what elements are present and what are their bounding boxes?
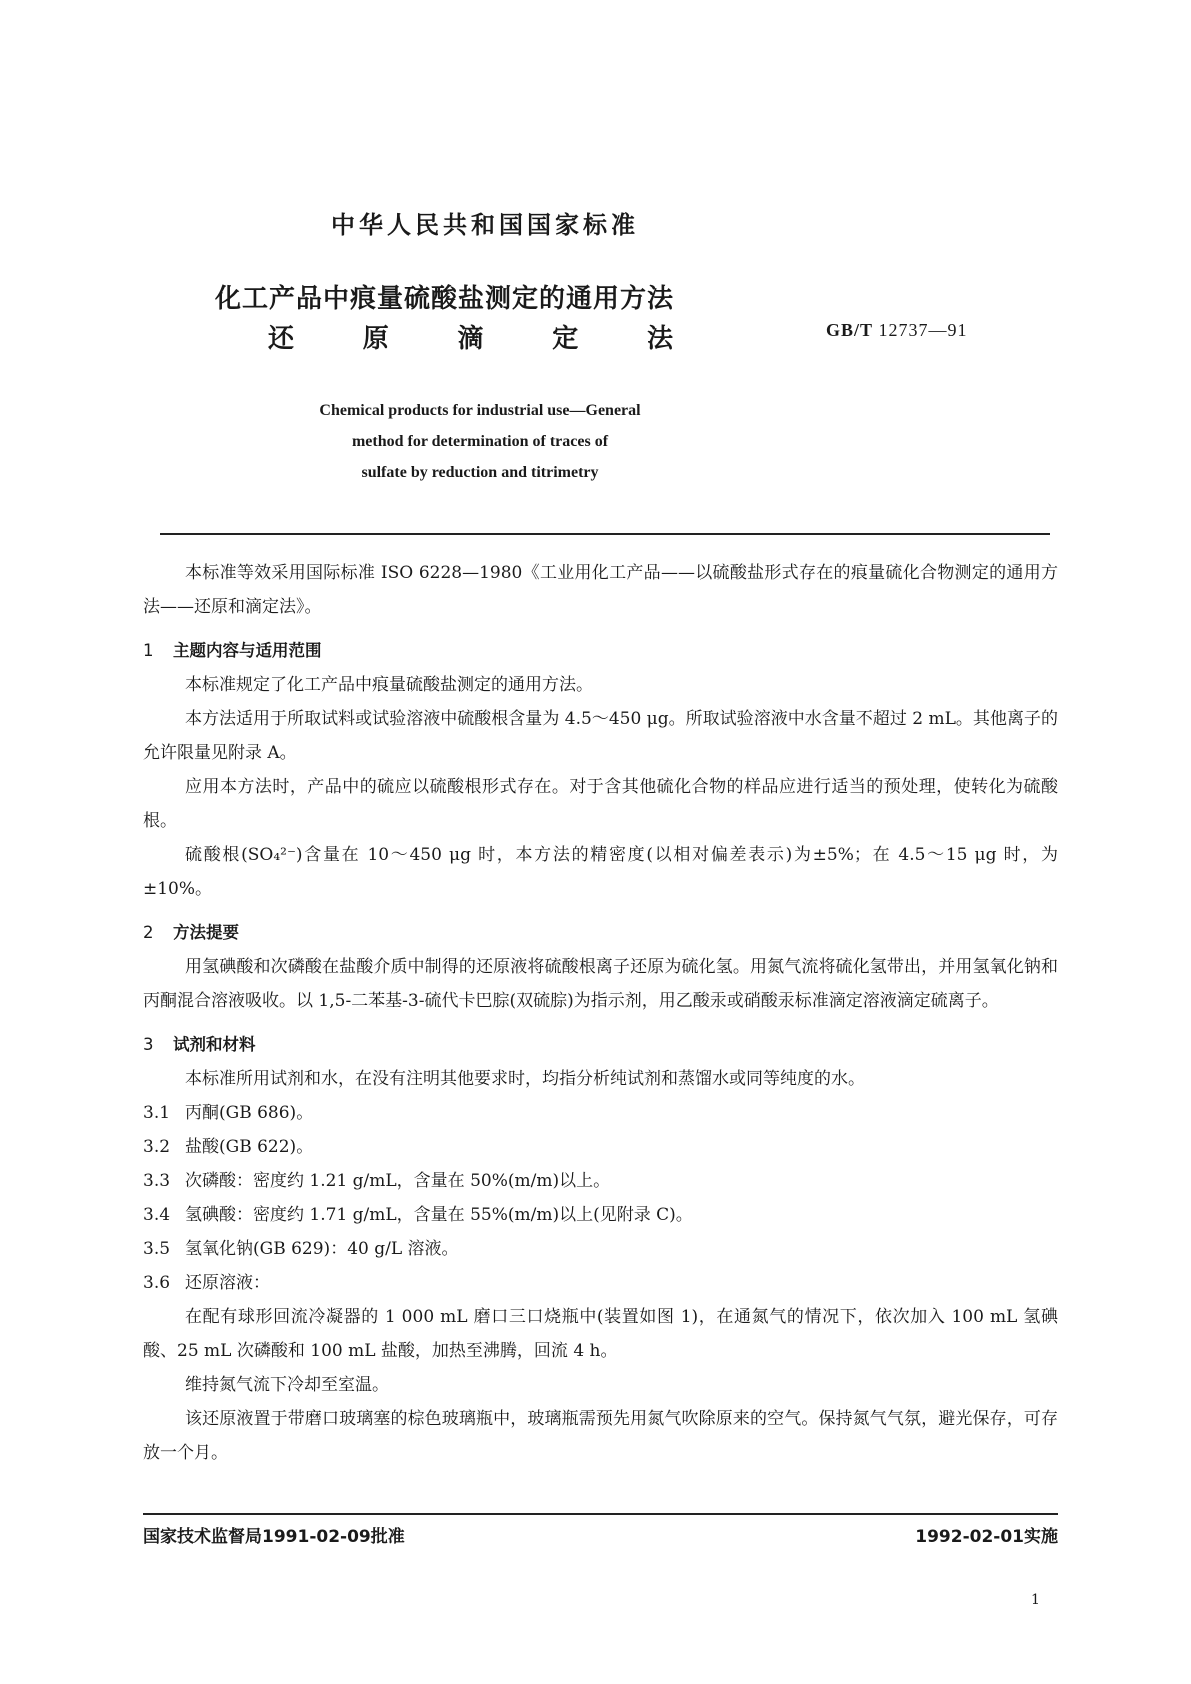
list-item — [143, 1232, 1058, 1266]
list-item — [143, 1096, 1058, 1130]
item-text: 丙酮(GB 686)。 — [185, 1103, 314, 1123]
section-number: 3 — [143, 1035, 154, 1054]
item-number: 3.3 — [143, 1171, 171, 1191]
title-cn: 化工产品中痕量硫酸盐测定的通用方法 — [215, 284, 675, 314]
title-en-line: method for determination of traces of — [351, 433, 609, 450]
item-number: 3.6 — [143, 1273, 171, 1293]
list-item — [143, 1164, 1058, 1198]
section-title: 主题内容与适用范围 — [173, 641, 322, 660]
section-number: 1 — [143, 641, 154, 660]
paragraph: 本标准规定了化工产品中痕量硫酸盐测定的通用方法。 — [185, 675, 593, 695]
subtitle-char: 还 — [268, 324, 295, 354]
item-text: 还原溶液： — [185, 1273, 270, 1293]
footer-divider — [143, 1513, 1058, 1515]
subtitle-cn — [268, 318, 673, 355]
paragraph: 硫酸根(SO₄²⁻)含量在 10～450 μg 时，本方法的精密度(以相对偏差表示)为±5%；在 4.5～15 μg 时，为±10%。 — [143, 845, 1058, 899]
section-title: 方法提要 — [173, 923, 239, 942]
section-title: 试剂和材料 — [173, 1035, 256, 1054]
intro-paragraph: 本标准等效采用国际标准 ISO 6228—1980《工业用化工产品——以硫酸盐形式存在的痕量硫化合物测定的通用方法——还原和滴定法》。 — [143, 563, 1058, 617]
section-heading — [143, 634, 1058, 668]
paragraph: 在配有球形回流冷凝器的 1 000 mL 磨口三口烧瓶中(装置如图 1)，在通氮气的情况下，依次加入 100 mL 氢碘酸、25 mL 次磷酸和 100 mL 盐酸，加热至沸腾，回流 4 h。 — [143, 1307, 1058, 1361]
subtitle-char: 法 — [646, 324, 673, 354]
title-en-line: sulfate by reduction and titrimetry — [361, 464, 599, 481]
item-text: 盐酸(GB 622)。 — [185, 1137, 314, 1157]
item-number: 3.2 — [143, 1137, 171, 1157]
standard-code — [826, 320, 968, 341]
section-heading — [143, 916, 1058, 950]
list-item — [143, 1266, 1058, 1300]
paragraph: 维持氮气流下冷却至室温。 — [185, 1375, 389, 1395]
list-item — [143, 1198, 1058, 1232]
item-text: 次磷酸：密度约 1.21 g/mL，含量在 50%(m/m)以上。 — [185, 1171, 611, 1191]
subtitle-char: 定 — [552, 324, 579, 354]
item-number: 3.5 — [143, 1239, 171, 1259]
page-number: 1 — [1031, 1592, 1040, 1608]
paragraph: 该还原液置于带磨口玻璃塞的棕色玻璃瓶中，玻璃瓶需预先用氮气吹除原来的空气。保持氮气气氛，避光保存，可存放一个月。 — [143, 1409, 1058, 1463]
subtitle-char: 滴 — [457, 324, 484, 354]
section-heading — [143, 1028, 1058, 1062]
header-divider — [160, 533, 1050, 535]
title-en — [230, 395, 730, 488]
item-number: 3.4 — [143, 1205, 171, 1225]
item-text: 氢碘酸：密度约 1.71 g/mL，含量在 55%(m/m)以上(见附录 C)。 — [185, 1205, 693, 1225]
list-item — [143, 1130, 1058, 1164]
section-number: 2 — [143, 923, 154, 942]
paragraph: 本方法适用于所取试料或试验溶液中硫酸根含量为 4.5～450 μg。所取试验溶液中水含量不超过 2 mL。其他离子的允许限量见附录 A。 — [143, 709, 1058, 763]
item-text: 氢氧化钠(GB 629)：40 g/L 溶液。 — [185, 1239, 459, 1259]
item-number: 3.1 — [143, 1103, 171, 1123]
approval-date: 国家技术监督局1991-02-09批准 — [143, 1527, 405, 1547]
document-body — [143, 556, 1058, 1470]
national-standard-heading: 中华人民共和国国家标准 — [331, 211, 639, 239]
effective-date: 1992-02-01实施 — [915, 1527, 1058, 1547]
code-number: 12737—91 — [878, 320, 968, 340]
title-en-line: Chemical products for industrial use—General — [319, 402, 641, 419]
code-prefix: GB/T — [826, 320, 874, 340]
subtitle-char: 原 — [362, 324, 389, 354]
paragraph: 本标准所用试剂和水，在没有注明其他要求时，均指分析纯试剂和蒸馏水或同等纯度的水。 — [185, 1069, 865, 1089]
paragraph: 用氢碘酸和次磷酸在盐酸介质中制得的还原液将硫酸根离子还原为硫化氢。用氮气流将硫化氢带出，并用氢氧化钠和丙酮混合溶液吸收。以 1,5-二苯基-3-硫代卡巴腙(双硫腙)为指示剂，用乙酸汞或硝酸汞标准滴定溶液滴定硫离子。 — [143, 957, 1058, 1011]
paragraph: 应用本方法时，产品中的硫应以硫酸根形式存在。对于含其他硫化合物的样品应进行适当的预处理，使转化为硫酸根。 — [143, 777, 1058, 831]
